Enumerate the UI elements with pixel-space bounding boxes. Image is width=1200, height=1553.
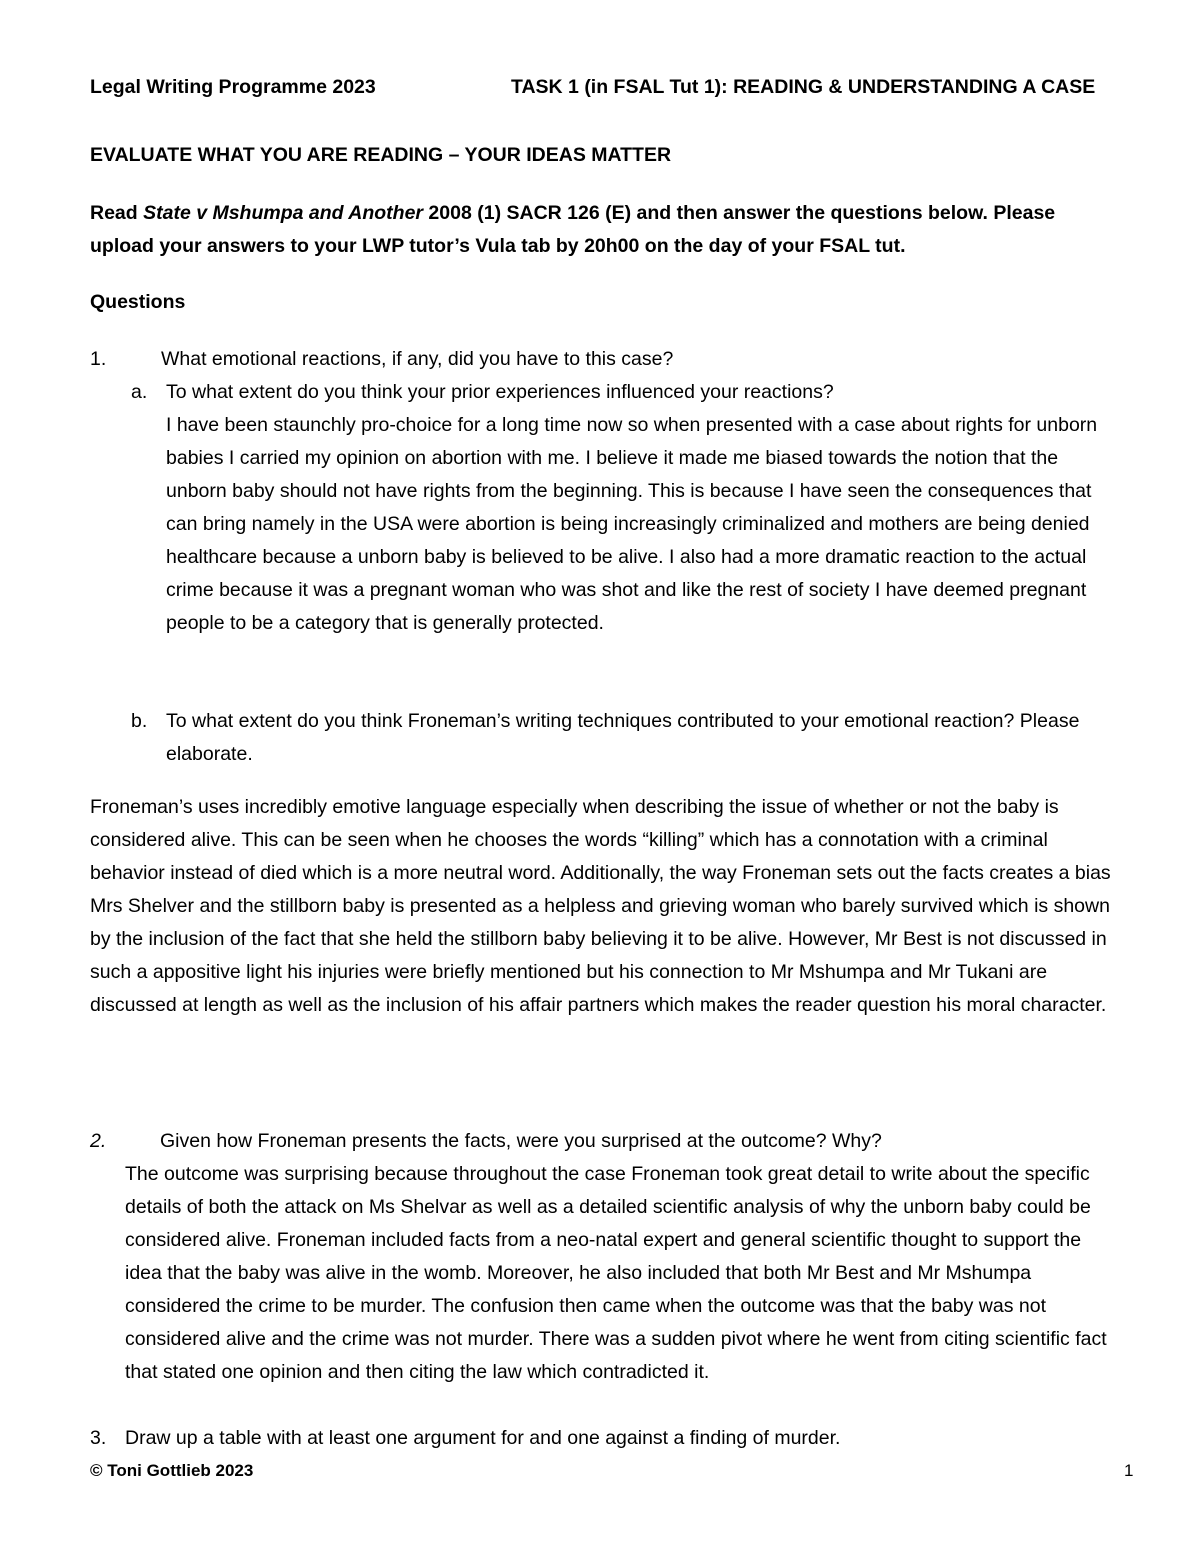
question-1a-letter: a. <box>131 381 148 403</box>
question-1-text: What emotional reactions, if any, did you have to this case? <box>161 348 674 370</box>
question-1a-body <box>166 376 1121 640</box>
question-1b-letter: b. <box>131 710 148 732</box>
question-1b-answer: Froneman’s uses incredibly emotive language especially when describing the issue of whether or not the baby is considered alive. This can be seen when he chooses the words “killing” which has a connotation with a criminal behavior instead of died which is a more neutral word. Additionally, the way Froneman sets out the facts creates a bias Mrs Shelver and the stillborn baby is presented as a helpless and grieving woman who barely survived which is shown by the inclusion of the fact that she held the stillborn baby believing it to be alive. However, Mr Best is not discussed in such a appositive light his injuries were briefly mentioned but his connection to Mr Mshumpa and Mr Tukani are discussed at length as well as the inclusion of his affair partners which makes the reader question his moral character. <box>90 796 1111 1016</box>
question-3-number: 3. <box>90 1427 107 1449</box>
question-2-text: Given how Froneman presents the facts, were you surprised at the outcome? Why? <box>160 1130 882 1152</box>
question-1a-answer: I have been staunchly pro-choice for a long time now so when presented with a case about rights for unborn babies I carried my opinion on abortion with me. I believe it made me biased towards the notion that the unborn baby should not have rights from the beginning. This is because I have seen the consequences that can bring namely in the USA were abortion is being increasingly criminalized and mothers are being denied healthcare because a unborn baby is believed to be alive. I also had a more dramatic reaction to the actual crime because it was a pregnant woman who was shot and like the rest of society I have deemed pregnant people to be a category that is generally protected. <box>166 414 1098 634</box>
question-1a-text: To what extent do you think your prior experiences influenced your reactions? <box>166 381 834 403</box>
question-2-number: 2. <box>90 1130 107 1152</box>
question-3-text: Draw up a table with at least one argument for and one against a finding of murder. <box>125 1427 841 1449</box>
questions-heading: Questions <box>90 291 186 313</box>
instructions-prefix: Read <box>90 202 144 224</box>
question-1b-text: To what extent do you think Froneman’s writing techniques contributed to your emotional reaction? Please elaborate. <box>166 710 1080 765</box>
case-name: State v Mshumpa and Another <box>143 202 424 224</box>
instructions-paragraph <box>90 197 1120 263</box>
footer-page-number: 1 <box>1124 1461 1134 1480</box>
question-1-number: 1. <box>90 348 107 370</box>
header-task-title: TASK 1 (in FSAL Tut 1): READING & UNDERSTANDING A CASE <box>511 76 1096 98</box>
instructions-rest: 2008 (1) SACR 126 (E) and then answer the questions below. Please upload your answers to your LWP tutor’s Vula tab by 20h00 on the day of your FSAL tut. <box>90 202 1056 257</box>
header-programme-title: Legal Writing Programme 2023 <box>90 76 376 98</box>
footer-copyright: © Toni Gottlieb 2023 <box>90 1461 254 1480</box>
question-2-answer: The outcome was surprising because throughout the case Froneman took great detail to write about the specific details of both the attack on Ms Shelvar as well as a detailed scientific analysis of why the unborn baby could be considered alive. Froneman included facts from a neo-natal expert and general scientific thought to support the idea that the baby was alive in the womb. Moreover, he also included that both Mr Best and Mr Mshumpa considered the crime to be murder. The confusion then came when the outcome was that the baby was not considered alive and the crime was not murder. There was a sudden pivot where he went from citing scientific fact that stated one opinion and then citing the law which contradicted it. <box>125 1163 1107 1383</box>
section-heading: EVALUATE WHAT YOU ARE READING – YOUR IDEAS MATTER <box>90 144 672 166</box>
